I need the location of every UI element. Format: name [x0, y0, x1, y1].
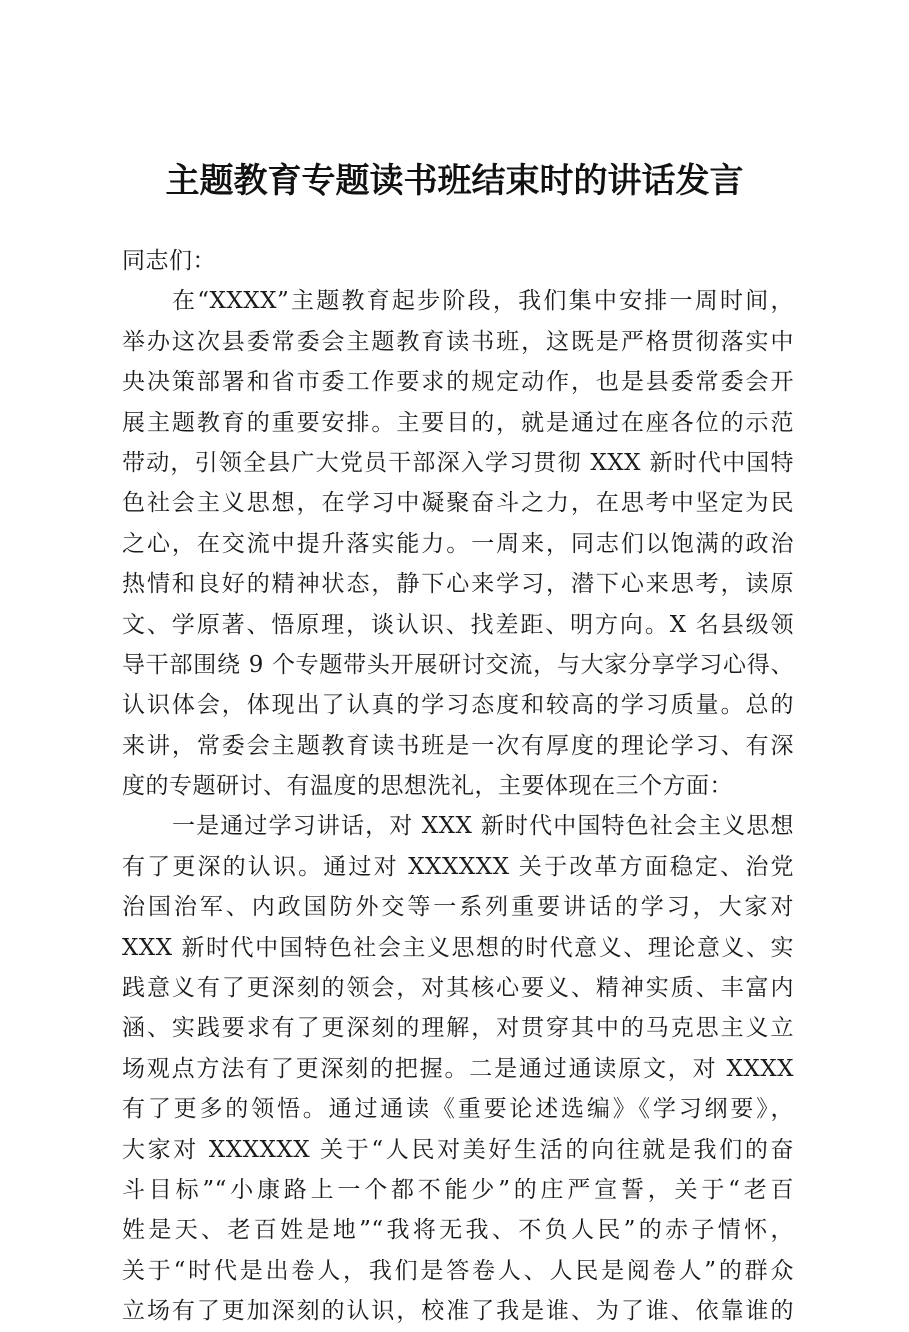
paragraph-line: 立场有了更加深刻的认识，校准了我是谁、为了谁、依靠谁的 [122, 1298, 794, 1325]
paragraph-line: 展主题教育的重要安排。主要目的，就是通过在座各位的示范 [122, 409, 794, 436]
paragraph-line: 涵、实践要求有了更深刻的理解，对贯穿其中的马克思主义立 [122, 1015, 794, 1042]
paragraph-line: 热情和良好的精神状态，静下心来学习，潜下心来思考，读原 [122, 571, 794, 598]
paragraph-line: 一是通过学习讲话，对 XXX 新时代中国特色社会主义思想 [172, 813, 794, 840]
paragraph-line: 认识体会，体现出了认真的学习态度和较高的学习质量。总的 [122, 692, 794, 719]
paragraph-line: 色社会主义思想，在学习中凝聚奋斗之力，在思考中坚定为民 [122, 490, 794, 517]
paragraph-line: 姓是天、老百姓是地”“我将无我、不负人民”的赤子情怀， [122, 1217, 794, 1244]
paragraph-line: 场观点方法有了更深刻的把握。二是通过通读原文，对 XXXX [122, 1055, 794, 1082]
salutation-line: 同志们： [122, 248, 216, 274]
paragraph-line: 践意义有了更深刻的领会，对其核心要义、精神实质、丰富内 [122, 975, 794, 1002]
paragraph-line: 在“XXXX”主题教育起步阶段，我们集中安排一周时间， [172, 288, 794, 315]
paragraph-line: 治国治军、内政国防外交等一系列重要讲话的学习，大家对 [122, 894, 794, 921]
paragraph-line: XXX 新时代中国特色社会主义思想的时代意义、理论意义、实 [122, 934, 794, 961]
paragraph-line: 文、学原著、悟原理，谈认识、找差距、明方向。X 名县级领 [122, 611, 794, 638]
paragraph-line: 度的专题研讨、有温度的思想洗礼，主要体现在三个方面： [122, 773, 733, 800]
paragraph-line: 斗目标”“小康路上一个都不能少”的庄严宣誓，关于“老百 [122, 1176, 794, 1203]
paragraph-line: 有了更多的领悟。通过通读《重要论述选编》《学习纲要》， [122, 1096, 794, 1123]
paragraph-line: 大家对 XXXXXX 关于“人民对美好生活的向往就是我们的奋 [122, 1136, 794, 1163]
paragraph-line: 关于“时代是出卷人，我们是答卷人、人民是阅卷人”的群众 [122, 1257, 794, 1284]
document-body [122, 241, 794, 1332]
paragraph-line: 导干部围绕 9 个专题带头开展研讨交流，与大家分享学习心得、 [122, 651, 794, 678]
paragraph-line: 有了更深的认识。通过对 XXXXXX 关于改革方面稳定、治党 [122, 853, 794, 880]
paragraph-line: 央决策部署和省市委工作要求的规定动作，也是县委常委会开 [122, 369, 794, 396]
paragraph-line: 带动，引领全县广大党员干部深入学习贯彻 XXX 新时代中国特 [122, 449, 794, 476]
paragraph-line: 来讲，常委会主题教育读书班是一次有厚度的理论学习、有深 [122, 732, 794, 759]
paragraph-line: 之心，在交流中提升落实能力。一周来，同志们以饱满的政治 [122, 530, 794, 557]
document-title: 主题教育专题读书班结束时的讲话发言 [165, 161, 744, 201]
paragraph-line: 举办这次县委常委会主题教育读书班，这既是严格贯彻落实中 [122, 328, 794, 355]
